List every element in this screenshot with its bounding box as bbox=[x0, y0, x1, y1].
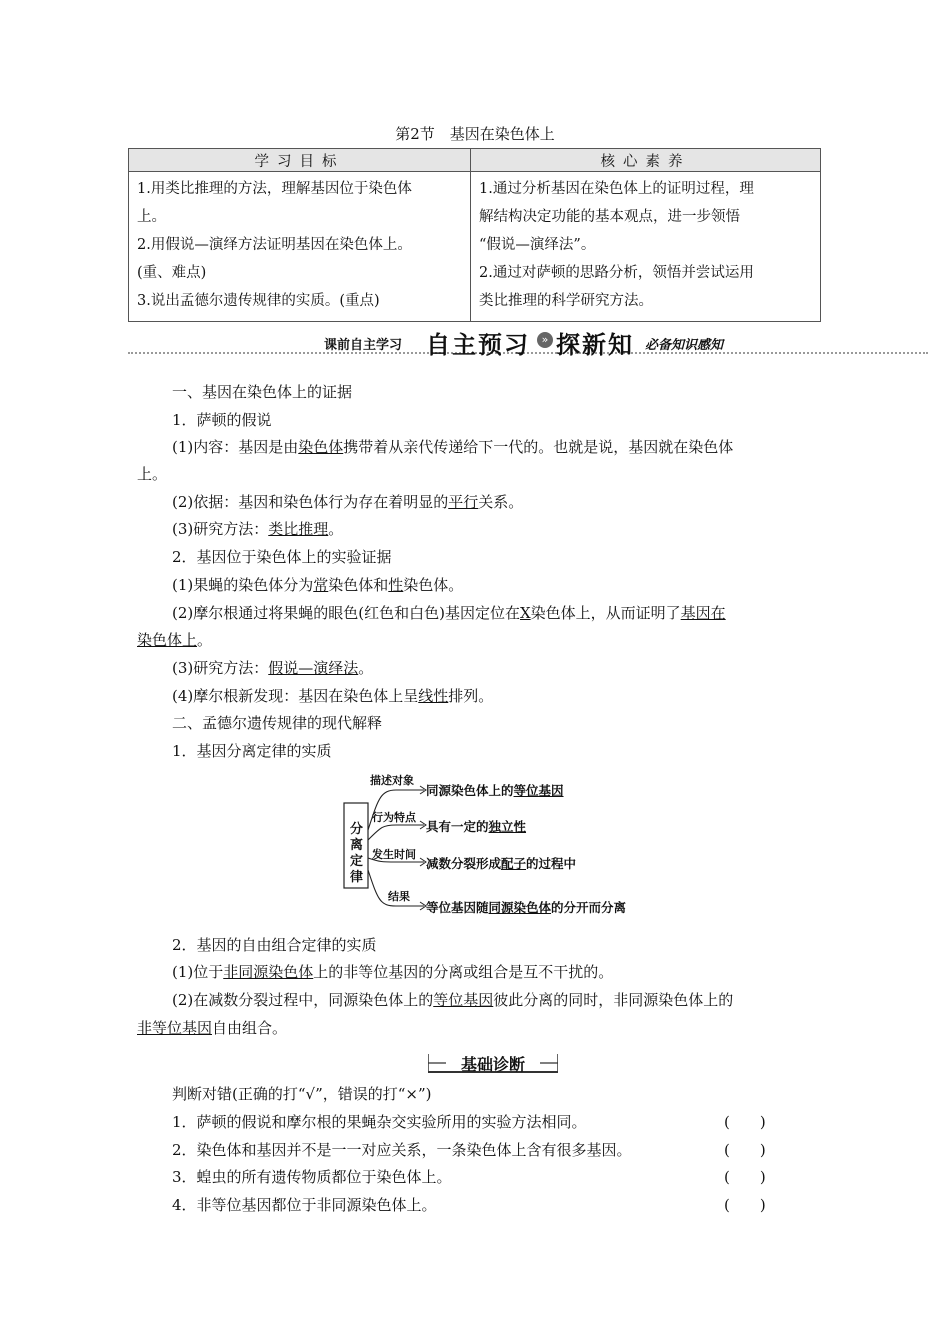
paragraph: (3)研究方法：类比推理。 bbox=[172, 520, 344, 538]
banner-title-1: 自主预习 bbox=[426, 331, 530, 359]
goal-line: 上。 bbox=[137, 209, 166, 225]
paragraph: (3)研究方法：假说—演绎法。 bbox=[172, 659, 374, 677]
learning-goals-cell bbox=[129, 172, 471, 322]
branch-text: 等位基因随同源染色体的分开而分离 bbox=[426, 900, 627, 915]
objectives-table bbox=[128, 148, 821, 322]
paragraph: (2)摩尔根通过将果蝇的眼色(红色和白色)基因定位在X染色体上，从而证明了基因在 bbox=[172, 604, 726, 622]
question-item: 3．蝗虫的所有遗传物质都位于染色体上。 bbox=[172, 1168, 452, 1186]
banner-right-caption: 必备知识感知 bbox=[645, 338, 724, 353]
answer-blank: X bbox=[519, 604, 531, 622]
answer-blank: 性 bbox=[388, 576, 404, 594]
literacy-line: 类比推理的科学研究方法。 bbox=[479, 293, 653, 309]
paragraph-cont: 上。 bbox=[137, 465, 168, 483]
goal-line: (重、难点) bbox=[137, 265, 207, 281]
answer-blank: 假说—演绎法 bbox=[268, 659, 359, 677]
answer-blank: 常 bbox=[313, 576, 329, 594]
question-item: 2．染色体和基因并不是一一对应关系，一条染色体上含有很多基因。 bbox=[172, 1141, 632, 1159]
banner-left-caption: 课前自主学习 bbox=[324, 338, 403, 353]
answer-blank: 类比推理 bbox=[268, 520, 329, 538]
branch-label: 发生时间 bbox=[372, 848, 416, 861]
goal-line: 1.用类比推理的方法，理解基因位于染色体 bbox=[137, 181, 412, 197]
diagnosis-title-box bbox=[428, 1052, 558, 1074]
section1-sub2: 2．基因位于染色体上的实验证据 bbox=[172, 548, 392, 566]
paragraph: (1)果蝇的染色体分为常染色体和性染色体。 bbox=[172, 576, 464, 594]
paragraph-cont: 非等位基因自由组合。 bbox=[137, 1019, 288, 1037]
answer-parentheses[interactable]: ( ) bbox=[724, 1196, 766, 1214]
paragraph: (1)内容：基因是由染色体携带着从亲代传递给下一代的。也就是说，基因就在染色体 bbox=[172, 438, 734, 456]
literacy-line: “假说—演绎法”。 bbox=[479, 237, 596, 253]
section1-heading: 一、基因在染色体上的证据 bbox=[172, 383, 353, 401]
paragraph: (2)在减数分裂过程中，同源染色体上的等位基因彼此分离的同时，非同源染色体上的 bbox=[172, 991, 734, 1009]
double-arrow-icon: » bbox=[537, 332, 553, 348]
branch-text: 减数分裂形成配子的过程中 bbox=[426, 856, 577, 871]
paragraph: (1)位于非同源染色体上的非等位基因的分离或组合是互不干扰的。 bbox=[172, 963, 614, 981]
answer-blank: 平行 bbox=[448, 493, 479, 511]
branch-text: 具有一定的独立性 bbox=[426, 819, 527, 834]
answer-blank: 非等位基因 bbox=[137, 1019, 213, 1037]
branch-label: 结果 bbox=[388, 890, 410, 903]
branch-text: 同源染色体上的等位基因 bbox=[426, 783, 564, 798]
section2-heading: 二、孟德尔遗传规律的现代解释 bbox=[172, 714, 383, 732]
branch-label: 行为特点 bbox=[372, 811, 416, 824]
branch-label: 描述对象 bbox=[370, 774, 414, 787]
page-title: 第2节 基因在染色体上 bbox=[395, 125, 555, 143]
header-core-literacy: 核心素养 bbox=[471, 149, 821, 172]
section-banner bbox=[128, 326, 928, 359]
header-learning-goals: 学习目标 bbox=[129, 149, 471, 172]
goal-line: 2.用假说—演绎方法证明基因在染色体上。 bbox=[137, 237, 412, 253]
section1-sub1: 1．萨顿的假说 bbox=[172, 411, 272, 429]
answer-blank: 染色体上 bbox=[137, 631, 198, 649]
answer-parentheses[interactable]: ( ) bbox=[724, 1168, 766, 1186]
paragraph-cont: 染色体上。 bbox=[137, 631, 213, 649]
answer-blank: 线性 bbox=[418, 687, 449, 705]
section2-sub1: 1．基因分离定律的实质 bbox=[172, 742, 332, 760]
core-literacy-cell bbox=[471, 172, 821, 322]
diagnosis-instruction: 判断对错(正确的打“√”，错误的打“×”) bbox=[172, 1085, 432, 1103]
literacy-line: 解结构决定功能的基本观点，进一步领悟 bbox=[479, 209, 740, 225]
answer-parentheses[interactable]: ( ) bbox=[724, 1113, 766, 1131]
answer-blank: 非同源染色体 bbox=[223, 963, 314, 981]
goal-line: 3.说出孟德尔遗传规律的实质。(重点) bbox=[137, 293, 380, 309]
answer-blank: 染色体 bbox=[298, 438, 344, 456]
banner-title-2: 探新知 bbox=[556, 331, 634, 359]
literacy-line: 2.通过对萨顿的思路分析，领悟并尝试运用 bbox=[479, 265, 754, 281]
segregation-law-diagram bbox=[340, 770, 660, 920]
paragraph: (2)依据：基因和染色体行为存在着明显的平行关系。 bbox=[172, 493, 524, 511]
answer-blank: 基因在 bbox=[680, 604, 726, 622]
question-item: 4．非等位基因都位于非同源染色体上。 bbox=[172, 1196, 437, 1214]
section2-sub2: 2．基因的自由组合定律的实质 bbox=[172, 936, 377, 954]
diagram-root: 分离定律 bbox=[350, 822, 364, 885]
answer-parentheses[interactable]: ( ) bbox=[724, 1141, 766, 1159]
paragraph: (4)摩尔根新发现：基因在染色体上呈线性排列。 bbox=[172, 687, 494, 705]
diagnosis-title: 基础诊断 bbox=[460, 1055, 525, 1074]
literacy-line: 1.通过分析基因在染色体上的证明过程，理 bbox=[479, 181, 754, 197]
answer-blank: 等位基因 bbox=[433, 991, 494, 1009]
question-item: 1．萨顿的假说和摩尔根的果蝇杂交实验所用的实验方法相同。 bbox=[172, 1113, 587, 1131]
